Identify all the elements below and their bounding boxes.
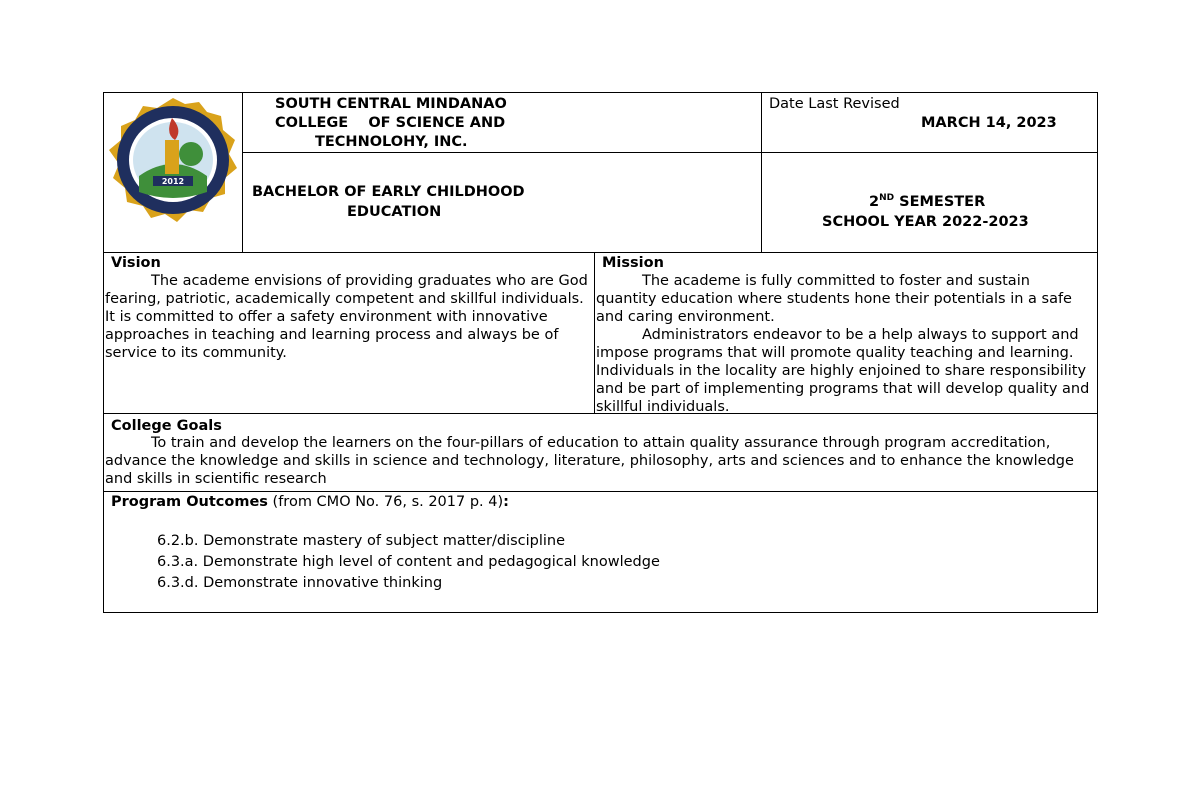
program-outcome-item: 6.3.d. Demonstrate innovative thinking: [157, 575, 443, 591]
divider: [594, 252, 595, 413]
mission-paragraph-1: The academe is fully committed to foster and sustain quantity education where students hone their potentials in a safe and caring environment.: [596, 273, 1072, 325]
mission-paragraph-2: Administrators endeavor to be a help always to support and impose programs that will promote quality teaching and learning. Individuals in the locality are highly enjoined to share responsibility and be part of implementing programs that will develop quality and skillful individuals.: [596, 327, 1090, 415]
program-outcome-item: 6.3.a. Demonstrate high level of content and pedagogical knowledge: [157, 554, 660, 570]
school-name-line-1: SOUTH CENTRAL MINDANAO: [275, 96, 507, 112]
semester-ordinal: ND: [879, 193, 895, 204]
vision-title: Vision: [111, 255, 161, 271]
vision-section: [105, 254, 590, 362]
program-outcomes-heading: [105, 493, 1095, 511]
semester-number: 2: [869, 194, 880, 210]
program-outcomes-title: Program Outcomes: [111, 494, 268, 510]
program-outcomes-section: [105, 493, 1095, 594]
divider: [242, 152, 1098, 153]
college-goals-section: [105, 417, 1095, 488]
divider: [242, 92, 243, 253]
college-goals-title: College Goals: [111, 418, 222, 434]
semester: [869, 193, 985, 211]
program-outcomes-colon: :: [503, 494, 509, 510]
college-seal-logo: [105, 96, 241, 224]
mission-title: Mission: [602, 255, 664, 271]
program-outcomes-source: (from CMO No. 76, s. 2017 p. 4): [267, 494, 504, 510]
divider: [103, 491, 1098, 492]
school-year: SCHOOL YEAR 2022-2023: [822, 214, 1029, 230]
school-name-line-2: COLLEGE OF SCIENCE AND: [275, 115, 506, 131]
program-outcome-item: 6.2.b. Demonstrate mastery of subject matter/discipline: [157, 533, 566, 549]
date-last-revised-value: MARCH 14, 2023: [921, 115, 1057, 131]
college-goals-text: To train and develop the learners on the four-pillars of education to attain quality assurance through program accreditation, advance the knowledge and skills in science and technology, literature, philosophy, arts and sciences and to enhance the knowledge and skills in scientific research: [105, 435, 1074, 487]
program-name-line-2: EDUCATION: [347, 204, 442, 220]
semester-word: SEMESTER: [894, 194, 986, 210]
vision-text: The academe envisions of providing graduates who are God fearing, patriotic, academically competent and skillful individuals. It is committed to offer a safety environment with innovative approaches in teaching and learning process and always be of service to its community.: [105, 273, 588, 361]
program-name-line-1: BACHELOR OF EARLY CHILDHOOD: [252, 184, 525, 200]
divider: [761, 92, 762, 253]
date-last-revised-label: Date Last Revised: [769, 96, 900, 112]
mission-section: [596, 254, 1092, 416]
seal-year: 2012: [161, 177, 185, 186]
school-name-line-3: TECHNOLOHY, INC.: [315, 134, 468, 150]
